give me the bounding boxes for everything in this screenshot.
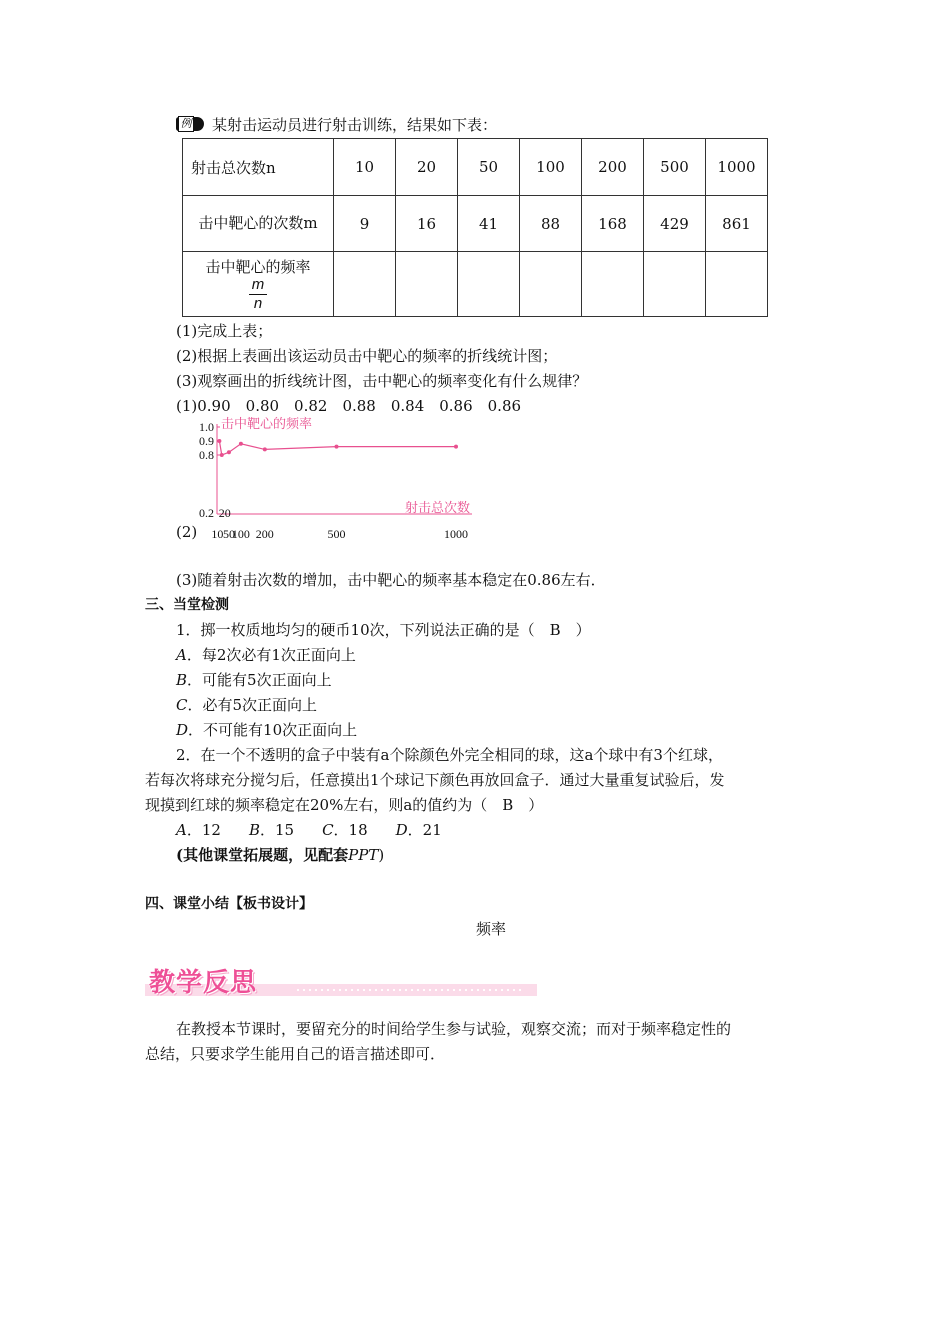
data-point	[239, 442, 243, 446]
option-text: ．12	[186, 821, 221, 839]
table-cell: 41	[458, 196, 520, 252]
q2-line-3: 现摸到红球的频率稳定在20%左右，则a的值约为（ B ）	[145, 796, 544, 814]
table-cell	[520, 252, 582, 317]
q2-option-a	[176, 821, 221, 839]
q1-stem: 1．掷一枚质地均匀的硬币10次，下列说法正确的是（ B ）	[176, 621, 591, 639]
option-letter: D	[395, 821, 408, 839]
answer-2-label: (2)	[176, 523, 198, 541]
option-text: ．21	[407, 821, 442, 839]
extension-note	[176, 845, 384, 865]
y-tick-label: 0.9	[199, 434, 214, 448]
q2-option-c	[322, 821, 368, 839]
data-point	[454, 445, 458, 449]
y-axis-title: 击中靶心的频率	[221, 416, 313, 431]
x-tick-label: 500	[327, 527, 346, 541]
x-tick-label: 200	[255, 527, 274, 541]
data-point	[335, 445, 339, 449]
q2-options	[176, 820, 442, 840]
table-cell: 861	[706, 196, 768, 252]
x-axis-title: 射击总次数	[404, 500, 470, 515]
answer-1: (1)0.90 0.80 0.82 0.88 0.84 0.86 0.86	[176, 397, 522, 415]
shooting-table	[182, 138, 768, 317]
x-tick-label: 1000	[444, 527, 468, 541]
table-cell	[458, 252, 520, 317]
table-cell: 200	[582, 139, 644, 196]
example-badge-icon: 例	[176, 117, 204, 131]
option-text: ．18	[333, 821, 368, 839]
option-letter: D	[176, 721, 189, 739]
table-cell: 10	[334, 139, 396, 196]
table-row	[183, 252, 768, 317]
x-tick-label: 20	[218, 506, 231, 520]
table-cell: 88	[520, 196, 582, 252]
table-cell	[706, 252, 768, 317]
x-tick-label: 100	[231, 527, 250, 541]
q2-line-1: 2．在一个不透明的盒子中装有a个除颜色外完全相同的球，这a个球中有3个红球，	[176, 746, 723, 764]
data-point	[263, 447, 267, 451]
row-label-m: 击中靶心的次数m	[183, 196, 334, 252]
question-3: (3)观察画出的折线统计图，击中靶心的频率变化有什么规律？	[176, 372, 588, 390]
example-intro	[176, 115, 497, 135]
table-cell: 500	[644, 139, 706, 196]
reflection-banner	[145, 962, 537, 998]
data-point	[217, 439, 221, 443]
row-label-freq	[183, 252, 334, 317]
data-point	[220, 453, 224, 457]
option-text: ．可能有5次正面向上	[187, 671, 332, 689]
option-text: ．15	[259, 821, 295, 839]
q1-option-b	[176, 670, 332, 690]
q1-option-a	[176, 645, 356, 665]
q2-option-d	[396, 821, 442, 839]
example-intro-text: 某射击运动员进行射击训练，结果如下表：	[212, 116, 498, 134]
y-tick-label: 0.8	[199, 448, 214, 462]
note-ppt: PPT	[348, 846, 379, 864]
answer-3: (3)随着射击次数的增加，击中靶心的频率基本稳定在0.86左右．	[176, 571, 606, 589]
section-4-heading: 四、课堂小结【板书设计】	[145, 896, 313, 912]
table-cell: 168	[582, 196, 644, 252]
table-cell: 1000	[706, 139, 768, 196]
table-cell: 429	[644, 196, 706, 252]
table-cell	[644, 252, 706, 317]
x-tick-label: 10	[211, 527, 224, 541]
option-text: ．不可能有10次正面向上	[188, 721, 358, 739]
option-text: ．每2次必有1次正面向上	[186, 646, 356, 664]
table-cell	[582, 252, 644, 317]
q1-option-d	[176, 720, 357, 740]
table-cell: 20	[396, 139, 458, 196]
table-cell: 50	[458, 139, 520, 196]
option-letter: A	[176, 821, 187, 839]
y-tick-label: 1.0	[199, 420, 214, 434]
x-tick-label: 50	[222, 527, 235, 541]
banner-dots	[295, 989, 525, 991]
fraction-numerator: m	[249, 276, 268, 295]
option-text: ．必有5次正面向上	[187, 696, 318, 714]
table-row	[183, 139, 768, 196]
option-letter: B	[176, 671, 188, 689]
table-cell	[396, 252, 458, 317]
question-1: (1)完成上表；	[176, 322, 273, 340]
table-cell: 16	[396, 196, 458, 252]
table-cell	[334, 252, 396, 317]
reflection-banner-title: 教学反思	[149, 968, 258, 998]
y-tick-label: 0.2	[199, 506, 214, 520]
q2-option-b	[249, 821, 294, 839]
note-suffix: )	[378, 846, 385, 864]
table-cell: 100	[520, 139, 582, 196]
q2-line-2: 若每次将球充分搅匀后，任意摸出1个球记下颜色再放回盒子．通过大量重复试验后，发	[145, 771, 725, 789]
fraction-m-over-n	[249, 276, 268, 313]
section-3-heading: 三、当堂检测	[145, 597, 229, 613]
frequency-line-chart	[190, 416, 510, 544]
board-title: 频率	[476, 920, 507, 938]
row-label-freq-text: 击中靶心的频率	[205, 257, 311, 276]
option-letter: C	[176, 696, 188, 714]
table-cell: 9	[334, 196, 396, 252]
table-row	[183, 196, 768, 252]
reflection-line-2: 总结，只要求学生能用自己的语言描述即可．	[145, 1045, 446, 1063]
reflection-line-1: 在教授本节课时，要留充分的时间给学生参与试验，观察交流；而对于频率稳定性的	[176, 1020, 732, 1038]
note-prefix: (其他课堂拓展题，见配套	[176, 846, 349, 864]
option-letter: C	[322, 821, 334, 839]
q1-option-c	[176, 695, 317, 715]
option-letter: A	[176, 646, 187, 664]
fraction-denominator: n	[253, 294, 263, 312]
row-label-n: 射击总次数n	[183, 139, 334, 196]
question-2: (2)根据上表画出该运动员击中靶心的频率的折线统计图；	[176, 347, 558, 365]
data-point	[227, 450, 231, 454]
option-letter: B	[248, 821, 260, 839]
